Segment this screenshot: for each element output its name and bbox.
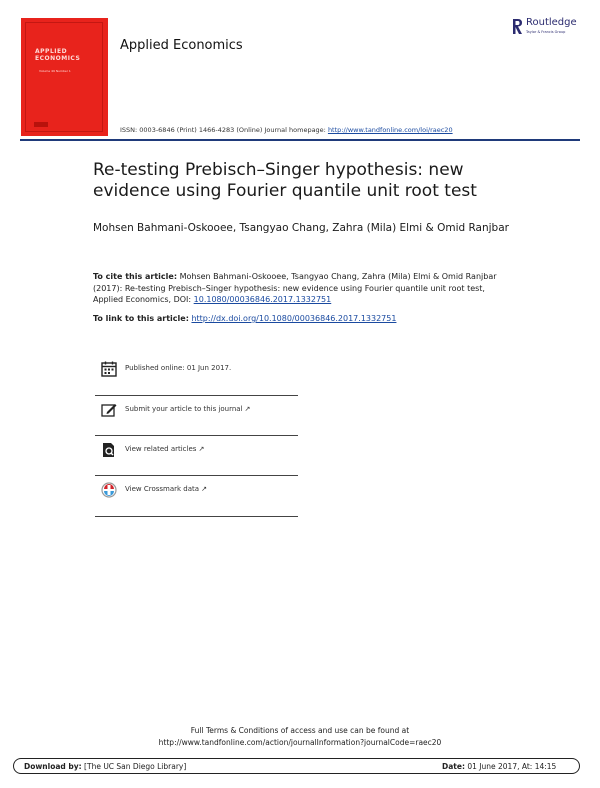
header-divider [20, 139, 580, 141]
external-link-icon: ↗ [244, 405, 251, 413]
cover-frame [25, 22, 103, 132]
journal-homepage-link[interactable]: http://www.tandfonline.com/loi/raec20 [327, 126, 453, 134]
external-link-icon: ↗ [198, 445, 205, 453]
publisher-tagline: Taylor & Francis Group [526, 30, 566, 34]
cover-publisher-logo [34, 122, 48, 127]
download-date-label: Date: [442, 762, 465, 771]
cover-subtitle: Volume 49 Number 1 [39, 69, 71, 73]
submit-article-row[interactable] [95, 395, 298, 436]
downloaded-by-label: Download by: [24, 762, 82, 771]
related-articles-label: View related articles [125, 445, 197, 453]
publisher-name: Routledge [526, 17, 577, 28]
downloaded-by [24, 762, 186, 771]
journal-title: Applied Economics [120, 38, 243, 53]
download-date-value: 01 June 2017, At: 14:15 [464, 762, 557, 771]
article-authors: Mohsen Bahmani-Oskooee, Tsangyao Chang, Zahra (Mila) Elmi & Omid Ranjbar [93, 222, 509, 234]
terms-url-link[interactable]: http://www.tandfonline.com/action/journalInformation?journalCode=raec20 [158, 738, 442, 747]
issn-text: ISSN: 0003-6846 (Print) 1466-4283 (Online) Journal homepage: [120, 126, 328, 134]
document-search-icon [101, 442, 117, 458]
citation-text: Mohsen Bahmani-Oskooee, Tsangyao Chang, Zahra (Mila) Elmi & Omid Ranjbar (2017): Re-testing Prebisch–Singer hypothesis: new evidence using Fourier quantile unit root test, Applied Economics, DOI: [93, 272, 497, 304]
citation-label: To cite this article: [93, 272, 178, 281]
issn-line [120, 126, 453, 134]
article-url-link[interactable]: http://dx.doi.org/10.1080/00036846.2017.1332751 [191, 314, 397, 323]
panel-bottom-divider [95, 516, 298, 517]
crossmark-icon [101, 482, 117, 498]
routledge-r-icon [512, 18, 523, 35]
downloaded-by-value: [The UC San Diego Library] [81, 762, 187, 771]
related-articles-row[interactable] [95, 435, 298, 476]
article-title: Re-testing Prebisch–Singer hypothesis: new evidence using Fourier quantile unit root test [93, 160, 477, 201]
routledge-logo [512, 17, 577, 38]
published-row [95, 355, 298, 395]
crossmark-label: View Crossmark data [125, 485, 200, 493]
edit-icon [101, 402, 117, 418]
download-date [442, 762, 556, 771]
citation-block [93, 271, 513, 306]
published-date: Published online: 01 Jun 2017. [125, 364, 232, 372]
cover-title: APPLIED ECONOMICS [35, 48, 81, 62]
calendar-icon [101, 361, 117, 377]
doi-link[interactable]: 10.1080/00036846.2017.1332751 [193, 295, 332, 304]
terms-line-1: Full Terms & Conditions of access and use can be found at [190, 726, 410, 735]
crossmark-link[interactable] [125, 485, 207, 493]
article-link-line [93, 314, 396, 323]
submit-article-label: Submit your article to this journal [125, 405, 243, 413]
related-articles-link[interactable] [125, 445, 204, 453]
link-label: To link to this article: [93, 314, 189, 323]
external-link-icon: ↗ [201, 485, 207, 493]
crossmark-row[interactable] [95, 475, 298, 516]
download-info-bar [13, 758, 580, 774]
submit-article-link[interactable] [125, 405, 250, 413]
journal-cover-image [21, 18, 108, 136]
terms-notice [0, 725, 600, 749]
